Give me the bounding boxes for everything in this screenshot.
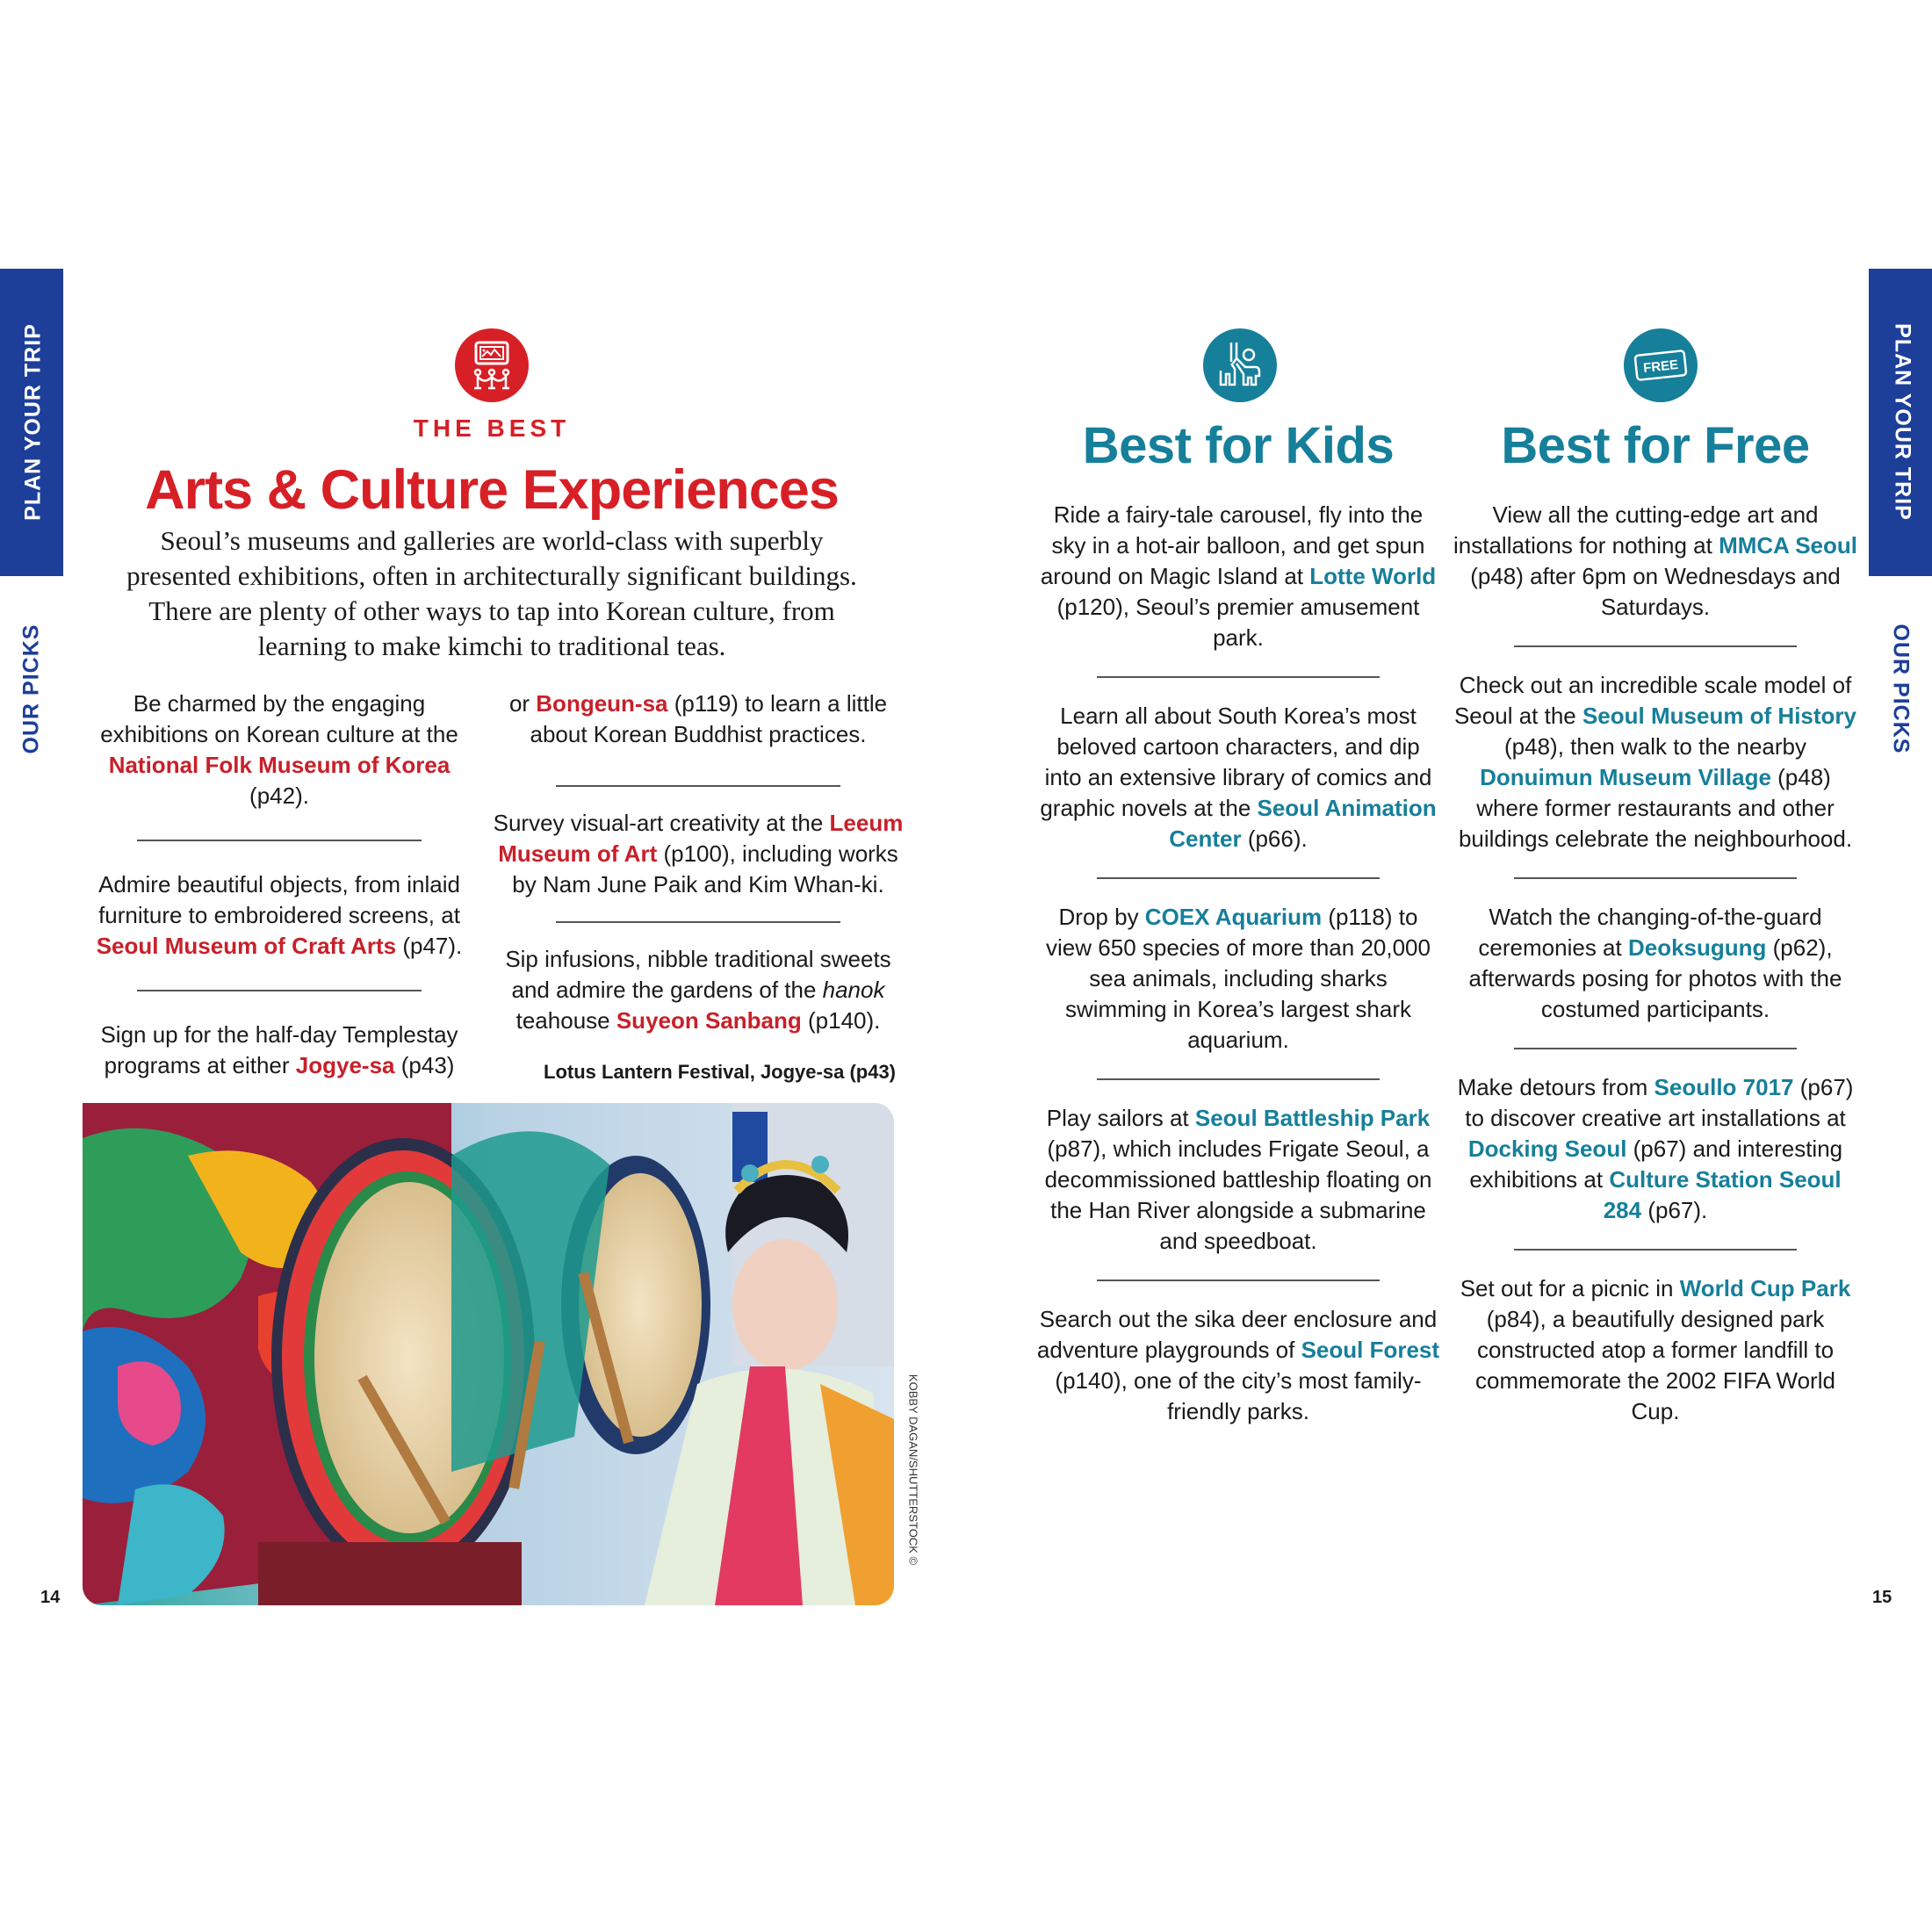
list-item: Check out an incredible scale model of Seoul at the Seoul Museum of History (p48), then walk to the nearby Donuimun Museum Village (p48) where former restaurants and other buildings celebrate the neighbourhood. [1453, 672, 1857, 852]
gallery-exhibit-icon [455, 328, 529, 402]
place-link[interactable]: Culture Station Seoul 284 [1603, 1166, 1842, 1223]
section-label: PLAN YOUR TRIP [20, 323, 46, 521]
place-link[interactable]: Donuimun Museum Village [1480, 764, 1771, 790]
divider [1097, 1280, 1380, 1281]
place-link[interactable]: Leeum Museum of Art [498, 810, 904, 867]
free-ticket-icon [1624, 328, 1698, 402]
section-label-right: PLAN YOUR TRIP [1890, 323, 1915, 521]
child-ride-icon [1203, 328, 1277, 402]
place-link[interactable]: Docking Seoul [1467, 1135, 1627, 1162]
side-tab-right [1869, 269, 1932, 576]
free-column [1453, 500, 1857, 1427]
side-tab-left [0, 269, 63, 576]
kids-title: Best for Kids [1082, 417, 1395, 474]
list-item: Sip infusions, nibble traditional sweets and admire the gardens of the hanok teahouse Suyeon Sanbang (p140). [505, 946, 891, 1034]
place-link[interactable]: Seoullo 7017 [1654, 1074, 1794, 1100]
divider [1097, 877, 1380, 879]
list-item: or Bongeun-sa (p119) to learn a little about Korean Buddhist practices. [508, 690, 888, 747]
list-item: Play sailors at Seoul Battleship Park (p87), which includes Frigate Seoul, a decommissioned battleship floating on the Han River alongside a submarine and speedboat. [1044, 1105, 1432, 1254]
intro-paragraph: Seoul’s museums and galleries are world-class with superbly presented exhibitions, often in architecturally significant buildings. There are plenty of other ways to tap into Korean culture, from learning to make kimchi to traditional teas. [126, 525, 857, 661]
place-link[interactable]: Seoul Museum of History [1582, 703, 1857, 729]
place-link[interactable]: Suyeon Sanbang [616, 1007, 802, 1034]
photo-credit: KOBBY DAGAN/SHUTTERSTOCK © [906, 1373, 920, 1566]
divider [556, 921, 840, 923]
list-item: Set out for a picnic in World Cup Park (p84), a beautifully designed park constructed atop a former landfill to commemorate the 2002 FIFA World Cup. [1460, 1275, 1851, 1424]
place-link[interactable]: Lotte World [1309, 563, 1437, 589]
place-link[interactable]: National Folk Museum of Korea [108, 752, 451, 778]
list-item: View all the cutting-edge art and installations for nothing at MMCA Seoul (p48) after 6pm on Wednesdays and Saturdays. [1453, 501, 1857, 620]
place-link[interactable]: Deoksugung [1627, 934, 1767, 961]
page-title: Arts & Culture Experiences [145, 459, 839, 521]
free-icon-text: FREE [1642, 357, 1679, 377]
list-item: Watch the changing-of-the-guard ceremonies at Deoksugung (p62), afterwards posing for photos with the costumed participants. [1468, 904, 1842, 1022]
divider [1514, 645, 1797, 647]
page-number-right: 15 [1872, 1588, 1892, 1607]
subsection-label-left: OUR PICKS [18, 624, 44, 754]
place-link[interactable]: Seoul Animation Center [1169, 795, 1437, 852]
page-number-left: 14 [40, 1588, 61, 1607]
arts-column-2 [492, 688, 905, 1036]
place-link[interactable]: Bongeun-sa [536, 690, 668, 717]
list-item: Survey visual-art creativity at the Leeum Museum of Art (p100), including works by Nam June Paik and Kim Whan-ki. [493, 810, 904, 898]
divider [1514, 1249, 1797, 1251]
festival-photo [83, 1103, 894, 1605]
list-item: Ride a fairy-tale carousel, fly into the sky in a hot-air balloon, and get spun around on Magic Island at Lotte World (p120), Seoul’s premier amusement park. [1040, 501, 1437, 651]
arts-column-1 [77, 688, 481, 1081]
place-link[interactable]: Jogye-sa [295, 1052, 395, 1078]
divider [1514, 877, 1797, 879]
place-link[interactable]: Seoul Museum of Craft Arts [96, 933, 397, 959]
divider [1097, 676, 1380, 678]
list-item: Sign up for the half-day Templestay programs at either Jogye-sa (p43) [100, 1021, 458, 1078]
list-item: Drop by COEX Aquarium (p118) to view 650 species of more than 20,000 sea animals, including sharks swimming in Korea’s largest shark aquarium. [1046, 904, 1431, 1053]
kids-column [1036, 500, 1440, 1427]
divider [1097, 1078, 1380, 1080]
kicker: THE BEST [413, 415, 571, 442]
subsection-label-right: OUR PICKS [1888, 624, 1914, 754]
list-item: Admire beautiful objects, from inlaid furniture to embroidered screens, at Seoul Museum of Craft Arts (p47). [96, 871, 463, 959]
list-item: Be charmed by the engaging exhibitions on Korean culture at the National Folk Museum of Korea (p42). [100, 690, 458, 809]
divider [1514, 1048, 1797, 1049]
place-link[interactable]: World Cup Park [1679, 1275, 1851, 1301]
list-item: Make detours from Seoullo 7017 (p67) to discover creative art installations at Docking Seoul (p67) and interesting exhibitions at Culture Station Seoul 284 (p67). [1457, 1074, 1854, 1223]
place-link[interactable]: Seoul Battleship Park [1194, 1105, 1431, 1131]
divider [137, 840, 422, 841]
place-link[interactable]: Seoul Forest [1301, 1337, 1440, 1363]
place-link[interactable]: MMCA Seoul [1719, 532, 1857, 559]
place-link[interactable]: COEX Aquarium [1144, 904, 1323, 930]
free-title: Best for Free [1501, 417, 1810, 474]
list-item: Learn all about South Korea’s most beloved cartoon characters, and dip into an extensive library of comics and graphic novels at the Seoul Animation Center (p66). [1040, 703, 1437, 852]
divider [556, 785, 840, 787]
photo-caption: Lotus Lantern Festival, Jogye-sa (p43) [544, 1061, 896, 1083]
divider [137, 990, 422, 991]
list-item: Search out the sika deer enclosure and adventure playgrounds of Seoul Forest (p140), one of the city’s most family-friendly parks. [1036, 1306, 1440, 1424]
